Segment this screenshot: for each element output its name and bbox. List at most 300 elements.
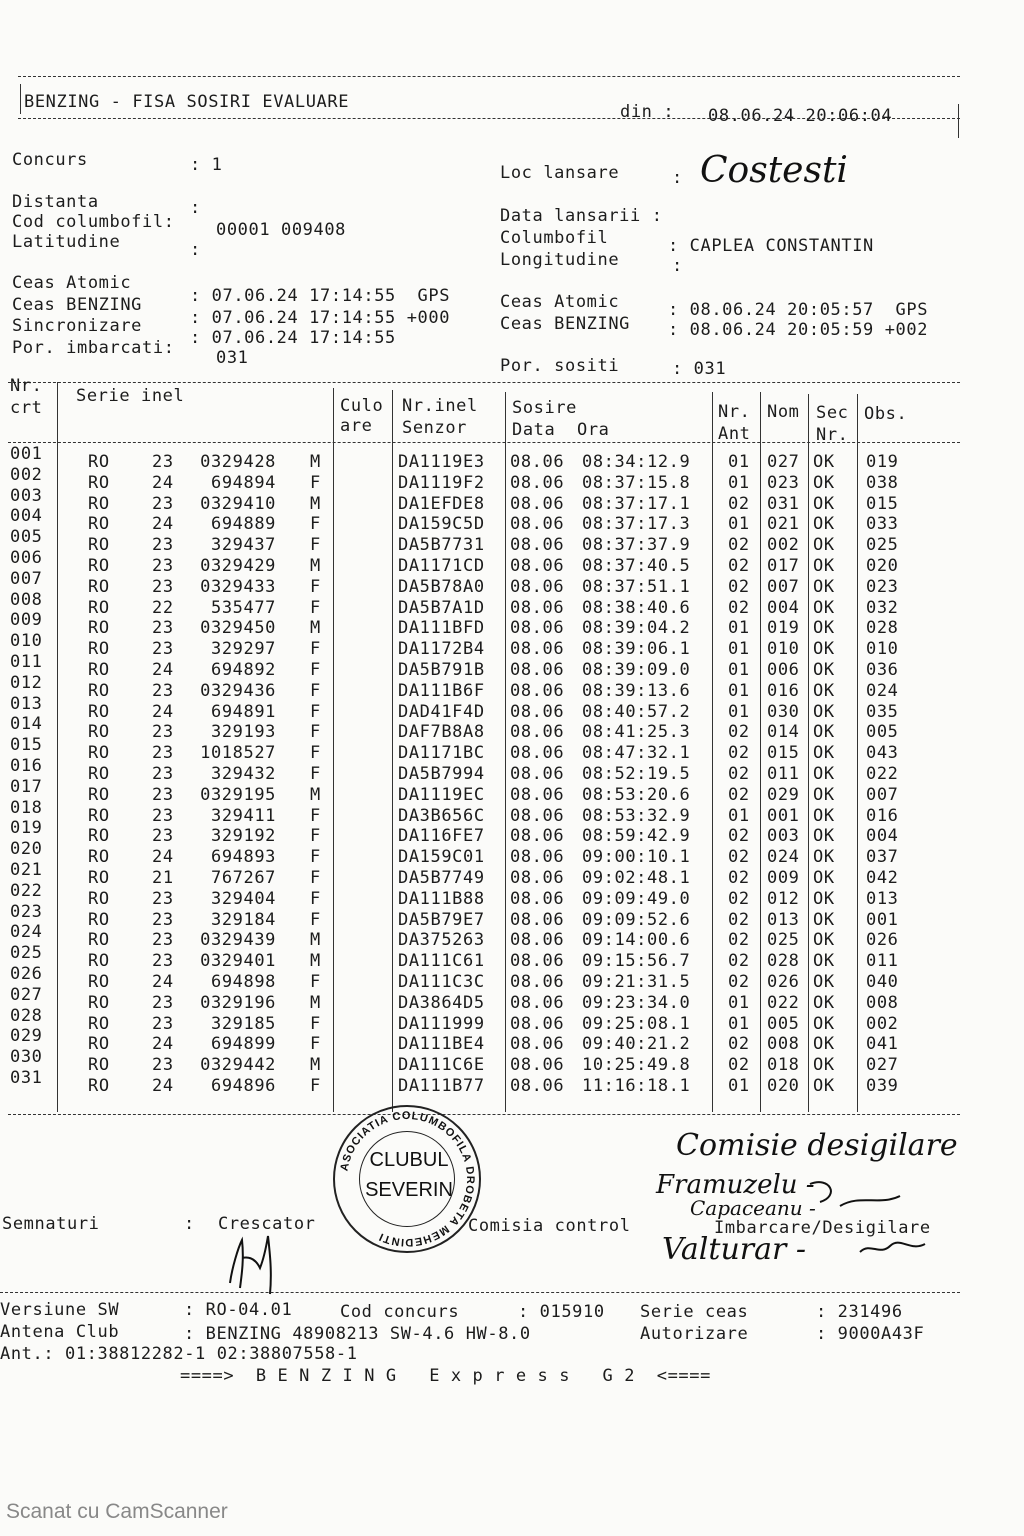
cell-nom: 014 xyxy=(767,722,800,743)
cell-country: RO xyxy=(88,909,110,930)
cell-country: RO xyxy=(88,1013,110,1034)
cell-sex: M xyxy=(310,951,321,972)
cell-obs: 035 xyxy=(866,701,899,722)
cell-antenna: 02 xyxy=(728,1034,750,1055)
cell-nom: 029 xyxy=(767,784,800,805)
table-row xyxy=(0,1068,960,1096)
distanta-label: Distanta xyxy=(12,192,99,212)
cell-date: 08.06 xyxy=(510,784,565,805)
cell-date: 08.06 xyxy=(510,722,565,743)
cell-nr-crt: 022 xyxy=(10,880,43,901)
cell-country: RO xyxy=(88,951,110,972)
cell-antenna: 01 xyxy=(728,1013,750,1034)
cell-obs: 019 xyxy=(866,452,899,472)
cell-country: RO xyxy=(88,701,110,722)
cell-year: 23 xyxy=(152,535,174,556)
cell-sensor: DA111999 xyxy=(398,1013,485,1034)
distanta-colon: : xyxy=(190,198,201,218)
cell-time: 08:52:19.5 xyxy=(582,764,691,784)
cell-nr-crt: 014 xyxy=(10,714,43,735)
cell-nom: 008 xyxy=(767,1034,800,1055)
cell-nom: 006 xyxy=(767,660,800,680)
ceas-atomic2-value: : 08.06.24 20:05:57 GPS xyxy=(668,300,929,320)
cell-time: 09:21:31.5 xyxy=(582,972,691,992)
cell-ring-number: 694892 xyxy=(210,660,276,680)
cell-ring-number: 0329401 xyxy=(200,951,276,972)
imbarcare-label: Imbarcare/Desigilare xyxy=(714,1218,931,1238)
cell-antenna: 01 xyxy=(728,680,750,701)
cell-antenna: 02 xyxy=(728,597,750,618)
cell-year: 23 xyxy=(152,784,174,805)
ceas-benzing2-value: : 08.06.24 20:05:59 +002 xyxy=(668,320,929,340)
cell-sex: F xyxy=(310,888,321,909)
table-bottom-border xyxy=(8,1114,960,1115)
cell-sec: OK xyxy=(813,930,835,951)
header-left-border xyxy=(20,84,21,114)
th-nr-inel: Nr.inel xyxy=(402,396,478,416)
cell-nom: 010 xyxy=(767,639,800,660)
cell-ring-number: 1018527 xyxy=(200,743,276,764)
table-row xyxy=(0,527,960,556)
cell-nom: 002 xyxy=(767,535,800,556)
cell-year: 24 xyxy=(152,472,174,493)
cell-country: RO xyxy=(88,888,110,909)
cell-date: 08.06 xyxy=(510,826,565,847)
th-sec: Sec xyxy=(816,403,849,423)
cell-year: 23 xyxy=(152,493,174,514)
columbofil-label: Columbofil xyxy=(500,228,609,248)
cell-nr-crt: 019 xyxy=(10,818,43,839)
cell-obs: 037 xyxy=(866,847,899,868)
cell-nom: 003 xyxy=(767,826,800,847)
cell-year: 23 xyxy=(152,639,174,660)
cell-year: 23 xyxy=(152,888,174,909)
cell-nom: 018 xyxy=(767,1055,800,1076)
table-row xyxy=(0,1047,960,1076)
cell-ring-number: 0329428 xyxy=(200,452,276,472)
cell-sensor: DA111B88 xyxy=(398,888,485,909)
columbofil-value: : CAPLEA CONSTANTIN xyxy=(668,236,874,256)
comisia-control-label: Comisia control xyxy=(468,1216,631,1236)
cell-sensor: DA1172B4 xyxy=(398,639,485,660)
cell-country: RO xyxy=(88,805,110,826)
cell-nr-crt: 016 xyxy=(10,756,43,776)
cell-nom: 028 xyxy=(767,951,800,972)
cell-sensor: DA111B77 xyxy=(398,1076,485,1096)
cell-ring-number: 0329442 xyxy=(200,1055,276,1076)
cell-year: 24 xyxy=(152,701,174,722)
cell-country: RO xyxy=(88,660,110,680)
sincronizare-label: Sincronizare xyxy=(12,316,143,336)
cell-sensor: DAD41F4D xyxy=(398,701,485,722)
cell-ring-number: 329184 xyxy=(210,909,276,930)
cell-sec: OK xyxy=(813,556,835,576)
cell-sensor: DA159C5D xyxy=(398,514,485,535)
cell-date: 08.06 xyxy=(510,535,565,556)
cell-antenna: 02 xyxy=(728,493,750,514)
cell-ring-number: 694898 xyxy=(210,972,276,992)
cell-sex: F xyxy=(310,805,321,826)
autorizare-value: : 9000A43F xyxy=(816,1324,925,1344)
cell-year: 23 xyxy=(152,576,174,597)
cell-ring-number: 694899 xyxy=(210,1034,276,1055)
cell-sec: OK xyxy=(813,472,835,493)
cell-sex: F xyxy=(310,535,321,556)
cell-nom: 005 xyxy=(767,1013,800,1034)
cell-year: 23 xyxy=(152,930,174,951)
cell-date: 08.06 xyxy=(510,868,565,888)
cell-sex: M xyxy=(310,930,321,951)
cell-nr-crt: 012 xyxy=(10,672,43,693)
cell-obs: 015 xyxy=(866,493,899,514)
table-row xyxy=(0,922,960,951)
th-culo: Culo xyxy=(340,396,384,416)
cell-date: 08.06 xyxy=(510,493,565,514)
cell-date: 08.06 xyxy=(510,888,565,909)
cell-antenna: 02 xyxy=(728,535,750,556)
cell-sex: M xyxy=(310,1055,321,1076)
cell-sex: F xyxy=(310,639,321,660)
cell-antenna: 01 xyxy=(728,992,750,1013)
cell-nom: 011 xyxy=(767,764,800,784)
ceas-atomic-label: Ceas Atomic xyxy=(12,273,132,293)
cell-sec: OK xyxy=(813,722,835,743)
cell-sex: F xyxy=(310,764,321,784)
crescator-label: Crescator xyxy=(218,1214,316,1234)
cell-nr-crt: 011 xyxy=(10,652,43,672)
cell-sex: F xyxy=(310,743,321,764)
cell-ring-number: 767267 xyxy=(210,868,276,888)
th-sosire: Sosire xyxy=(512,398,578,418)
cell-sensor: DA5B7994 xyxy=(398,764,485,784)
versiune-value: : RO-04.01 xyxy=(184,1300,293,1320)
por-imbarcati-value: 031 xyxy=(216,348,249,368)
cell-antenna: 02 xyxy=(728,847,750,868)
cell-time: 08:38:40.6 xyxy=(582,597,691,618)
cell-time: 09:00:10.1 xyxy=(582,847,691,868)
cell-obs: 025 xyxy=(866,535,899,556)
versiune-label: Versiune SW xyxy=(0,1300,120,1320)
cell-obs: 004 xyxy=(866,826,899,847)
cell-sensor: DA5B791B xyxy=(398,660,485,680)
cell-nom: 031 xyxy=(767,493,800,514)
cell-nom: 030 xyxy=(767,701,800,722)
cell-obs: 033 xyxy=(866,514,899,535)
cell-date: 08.06 xyxy=(510,951,565,972)
ceas-benzing2-label: Ceas BENZING xyxy=(500,314,631,334)
cell-sex: M xyxy=(310,618,321,639)
cell-nr-crt: 024 xyxy=(10,922,43,943)
cell-year: 23 xyxy=(152,452,174,472)
cell-obs: 041 xyxy=(866,1034,899,1055)
cell-obs: 032 xyxy=(866,597,899,618)
header-top-border xyxy=(18,76,960,77)
cell-date: 08.06 xyxy=(510,639,565,660)
cell-nom: 004 xyxy=(767,597,800,618)
cell-nr-crt: 005 xyxy=(10,527,43,548)
cell-sex: M xyxy=(310,992,321,1013)
cell-sex: F xyxy=(310,514,321,535)
cell-sensor: DA1171CD xyxy=(398,556,485,576)
cell-ring-number: 694894 xyxy=(210,472,276,493)
cell-country: RO xyxy=(88,618,110,639)
table-row xyxy=(0,589,960,618)
cell-year: 23 xyxy=(152,743,174,764)
cell-time: 08:37:17.3 xyxy=(582,514,691,535)
ceas-atomic-value: : 07.06.24 17:14:55 GPS xyxy=(190,286,451,306)
table-row xyxy=(0,464,960,493)
cell-country: RO xyxy=(88,868,110,888)
cell-time: 08:37:40.5 xyxy=(582,556,691,576)
cell-sec: OK xyxy=(813,784,835,805)
th-sec-nr: Nr. xyxy=(816,425,849,445)
cell-sec: OK xyxy=(813,680,835,701)
scanner-watermark: Scanat cu CamScanner xyxy=(6,1500,228,1523)
table-row xyxy=(0,485,960,514)
benzing-express-line: ====> B E N Z I N G E x p r e s s G 2 <==== xyxy=(180,1366,711,1386)
cell-year: 23 xyxy=(152,826,174,847)
cell-time: 08:37:17.1 xyxy=(582,493,691,514)
cell-sec: OK xyxy=(813,701,835,722)
crescator-signature xyxy=(220,1228,290,1298)
cell-country: RO xyxy=(88,535,110,556)
cod-concurs-label: Cod concurs xyxy=(340,1302,460,1322)
cell-country: RO xyxy=(88,930,110,951)
cell-year: 23 xyxy=(152,1055,174,1076)
cell-ring-number: 329192 xyxy=(210,826,276,847)
cell-sensor: DA1EFDE8 xyxy=(398,493,485,514)
table-row xyxy=(0,693,960,722)
cell-sensor: DA5B7731 xyxy=(398,535,485,556)
cell-nom: 022 xyxy=(767,992,800,1013)
cell-nom: 020 xyxy=(767,1076,800,1096)
cell-date: 08.06 xyxy=(510,847,565,868)
cell-ring-number: 535477 xyxy=(210,597,276,618)
cell-sex: F xyxy=(310,826,321,847)
cell-country: RO xyxy=(88,992,110,1013)
cell-country: RO xyxy=(88,597,110,618)
semnaturi-label: Semnaturi xyxy=(2,1214,100,1234)
ceas-benzing-value: : 07.06.24 17:14:55 +000 xyxy=(190,308,451,328)
longitudine-colon: : xyxy=(672,256,683,276)
cell-sex: F xyxy=(310,868,321,888)
cell-time: 08:34:12.9 xyxy=(582,452,691,472)
cell-date: 08.06 xyxy=(510,514,565,535)
cell-year: 24 xyxy=(152,847,174,868)
cell-antenna: 02 xyxy=(728,784,750,805)
latitudine-label: Latitudine xyxy=(12,232,121,252)
ceas-atomic2-label: Ceas Atomic xyxy=(500,292,620,312)
cell-sex: F xyxy=(310,722,321,743)
cell-sensor: DA1119E3 xyxy=(398,452,485,472)
cell-nom: 013 xyxy=(767,909,800,930)
cell-ring-number: 329185 xyxy=(210,1013,276,1034)
cell-nr-crt: 007 xyxy=(10,568,43,589)
cell-time: 08:37:51.1 xyxy=(582,576,691,597)
cell-antenna: 02 xyxy=(728,764,750,784)
table-row xyxy=(0,506,960,535)
th-senzor: Senzor xyxy=(402,418,468,438)
antena-value: : BENZING 48908213 SW-4.6 HW-8.0 xyxy=(184,1324,531,1344)
header-din-label: din : xyxy=(620,102,675,122)
cell-country: RO xyxy=(88,680,110,701)
cell-antenna: 01 xyxy=(728,514,750,535)
cell-date: 08.06 xyxy=(510,764,565,784)
cell-sensor: DA1171BC xyxy=(398,743,485,764)
cell-sex: M xyxy=(310,556,321,576)
table-row xyxy=(0,568,960,597)
table-row xyxy=(0,756,960,784)
club-stamp xyxy=(333,1105,481,1253)
cell-nr-crt: 008 xyxy=(10,589,43,610)
cell-antenna: 02 xyxy=(728,743,750,764)
cell-date: 08.06 xyxy=(510,805,565,826)
cell-sec: OK xyxy=(813,972,835,992)
cell-nr-crt: 026 xyxy=(10,964,43,984)
header-right-border xyxy=(958,104,959,138)
cell-country: RO xyxy=(88,972,110,992)
cell-country: RO xyxy=(88,847,110,868)
cell-country: RO xyxy=(88,1055,110,1076)
commission-signatures xyxy=(800,1172,930,1272)
cell-country: RO xyxy=(88,1034,110,1055)
cell-country: RO xyxy=(88,784,110,805)
cell-antenna: 01 xyxy=(728,618,750,639)
table-row xyxy=(0,444,960,472)
cell-nr-crt: 030 xyxy=(10,1047,43,1068)
por-sositi-value: : 031 xyxy=(672,359,727,379)
cell-sex: F xyxy=(310,680,321,701)
cell-time: 08:47:32.1 xyxy=(582,743,691,764)
cell-time: 08:41:25.3 xyxy=(582,722,691,743)
cell-nr-crt: 018 xyxy=(10,797,43,818)
table-row xyxy=(0,776,960,805)
cell-sec: OK xyxy=(813,1013,835,1034)
por-imbarcati-label: Por. imbarcati: xyxy=(12,338,175,358)
cell-sensor: DA111C3C xyxy=(398,972,485,992)
cell-obs: 024 xyxy=(866,680,899,701)
cell-sensor: DA375263 xyxy=(398,930,485,951)
cell-antenna: 02 xyxy=(728,868,750,888)
cell-sex: F xyxy=(310,472,321,493)
cell-nr-crt: 020 xyxy=(10,839,43,860)
table-row xyxy=(0,1026,960,1055)
serie-ceas-value: : 231496 xyxy=(816,1302,903,1322)
cell-antenna: 02 xyxy=(728,951,750,972)
cell-country: RO xyxy=(88,452,110,472)
table-top-border xyxy=(8,382,960,383)
cell-nr-crt: 003 xyxy=(10,485,43,506)
cell-nr-crt: 001 xyxy=(10,444,43,464)
cell-sec: OK xyxy=(813,764,835,784)
cell-nom: 001 xyxy=(767,805,800,826)
cell-antenna: 01 xyxy=(728,805,750,826)
cell-date: 08.06 xyxy=(510,618,565,639)
cell-date: 08.06 xyxy=(510,660,565,680)
table-row xyxy=(0,1005,960,1034)
cell-sex: F xyxy=(310,576,321,597)
table-row xyxy=(0,943,960,972)
th-ant: Ant xyxy=(718,424,751,444)
cell-antenna: 01 xyxy=(728,1076,750,1096)
ant-line: Ant.: 01:38812282-1 02:38807558-1 xyxy=(0,1344,358,1364)
cell-obs: 027 xyxy=(866,1055,899,1076)
cell-year: 24 xyxy=(152,1034,174,1055)
cell-ring-number: 0329410 xyxy=(200,493,276,514)
cell-obs: 011 xyxy=(866,951,899,972)
cell-nom: 024 xyxy=(767,847,800,868)
handwritten-valturar: Valturar - xyxy=(662,1232,807,1267)
th-are: are xyxy=(340,416,373,436)
cell-date: 08.06 xyxy=(510,972,565,992)
table-row xyxy=(0,880,960,909)
cell-sec: OK xyxy=(813,868,835,888)
cell-nom: 019 xyxy=(767,618,800,639)
cell-time: 08:39:09.0 xyxy=(582,660,691,680)
stamp-line2: SEVERIN xyxy=(365,1179,453,1201)
cell-sec: OK xyxy=(813,992,835,1013)
cell-sensor: DA111B6F xyxy=(398,680,485,701)
cell-sex: F xyxy=(310,597,321,618)
cell-sec: OK xyxy=(813,1076,835,1096)
cell-country: RO xyxy=(88,514,110,535)
cell-nom: 017 xyxy=(767,556,800,576)
cell-sensor: DA116FE7 xyxy=(398,826,485,847)
cell-nom: 021 xyxy=(767,514,800,535)
cell-antenna: 02 xyxy=(728,888,750,909)
cell-time: 08:39:04.2 xyxy=(582,618,691,639)
cell-sex: M xyxy=(310,493,321,514)
cell-date: 08.06 xyxy=(510,452,565,472)
cell-obs: 016 xyxy=(866,805,899,826)
handwritten-framuzelu: Framuzelu - xyxy=(656,1170,815,1200)
cell-obs: 005 xyxy=(866,722,899,743)
cell-country: RO xyxy=(88,826,110,847)
cell-obs: 013 xyxy=(866,888,899,909)
cell-sec: OK xyxy=(813,639,835,660)
cell-nr-crt: 027 xyxy=(10,984,43,1005)
cell-time: 10:25:49.8 xyxy=(582,1055,691,1076)
cell-nr-crt: 021 xyxy=(10,860,43,880)
cell-time: 08:53:32.9 xyxy=(582,805,691,826)
header-din-value: 08.06.24 20:06:04 xyxy=(708,106,893,126)
table-row xyxy=(0,714,960,743)
th-nr: Nr. xyxy=(10,376,43,396)
cell-antenna: 01 xyxy=(728,701,750,722)
cell-sex: M xyxy=(310,784,321,805)
cell-nom: 026 xyxy=(767,972,800,992)
cell-obs: 039 xyxy=(866,1076,899,1096)
cell-ring-number: 694896 xyxy=(210,1076,276,1096)
th-crt: crt xyxy=(10,398,43,418)
cell-time: 09:15:56.7 xyxy=(582,951,691,972)
handwritten-capaceanu: Capaceanu - xyxy=(690,1196,816,1220)
cell-sensor: DA1119EC xyxy=(398,784,485,805)
cell-date: 08.06 xyxy=(510,992,565,1013)
cell-time: 11:16:18.1 xyxy=(582,1076,691,1096)
cell-country: RO xyxy=(88,764,110,784)
cell-antenna: 01 xyxy=(728,472,750,493)
serie-ceas-label: Serie ceas xyxy=(640,1302,749,1322)
cell-date: 08.06 xyxy=(510,556,565,576)
cell-country: RO xyxy=(88,1076,110,1096)
cell-nr-crt: 028 xyxy=(10,1005,43,1026)
cell-ring-number: 694893 xyxy=(210,847,276,868)
cell-sec: OK xyxy=(813,514,835,535)
th-serie-inel: Serie inel xyxy=(76,386,185,406)
cell-time: 08:59:42.9 xyxy=(582,826,691,847)
cell-antenna: 02 xyxy=(728,930,750,951)
